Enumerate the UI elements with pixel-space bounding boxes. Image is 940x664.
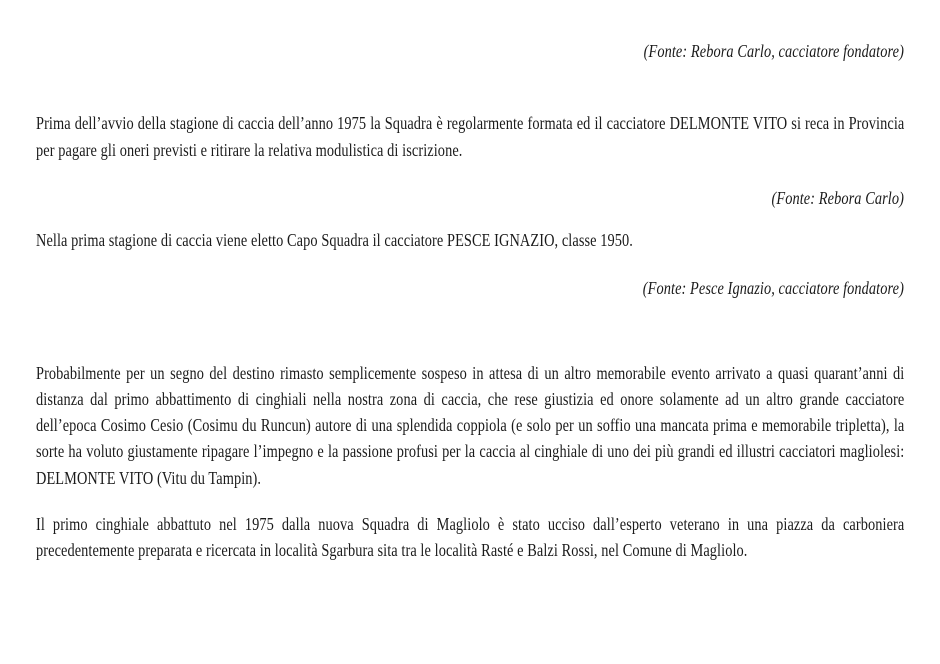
spacer: [36, 491, 904, 511]
spacer: [36, 302, 904, 360]
spacer: [36, 211, 904, 227]
source-attribution-pesce-ignazio-fondatore: (Fonte: Pesce Ignazio, cacciatore fondatore): [642, 278, 904, 299]
spacer: [36, 253, 904, 275]
paragraph-stagione-1975: Prima dell’avvio della stagione di caccia dell’anno 1975 la Squadra è regolarmente formata ed il cacciatore DELMONTE VITO si reca in Provincia per pagare gli oneri previsti e ritirare la relativa modulistica di iscrizione.: [36, 113, 905, 160]
source-attribution-rebora-carlo-fondatore: (Fonte: Rebora Carlo, cacciatore fondatore): [643, 41, 904, 61]
spacer: [36, 64, 904, 110]
source-attribution-rebora-carlo: (Fonte: Rebora Carlo): [771, 187, 904, 208]
paragraph-segno-del-destino: Probabilmente per un segno del destino rimasto semplicemente sospeso in attesa di un altro memorabile evento arrivato a quasi quarant’anni di distanza dal primo abbattimento di cinghiali nella nostra zona di caccia, che rese giustizia ed onore solamente ad un altro grande cacciatore dell’epoca Cosimo Cesio (Cosimu du Runcun) autore di una splendida coppiola (e solo per un soffio una mancata prima e memorabile tripletta), la sorte ha voluto giustamente ripagare l’impegno e la passione profusi per la caccia al cinghiale di uno dei più grandi ed illustri cacciatori magliolesi: DELMONTE VITO (Vitu du Tampin).: [36, 362, 905, 488]
paragraph-capo-squadra: Nella prima stagione di caccia viene eletto Capo Squadra il cacciatore PESCE IGNAZIO, classe 1950.: [36, 230, 633, 250]
paragraph-primo-cinghiale: Il primo cinghiale abbattuto nel 1975 dalla nuova Squadra di Magliolo è stato ucciso dall’esperto veterano in una piazza da carboniera precedentemente preparata e ricercata in località Sgarbura sita tra le località Rasté e Balzi Rossi, nel Comune di Magliolo.: [36, 513, 905, 560]
spacer: [36, 163, 904, 185]
document-body: [36, 0, 904, 563]
